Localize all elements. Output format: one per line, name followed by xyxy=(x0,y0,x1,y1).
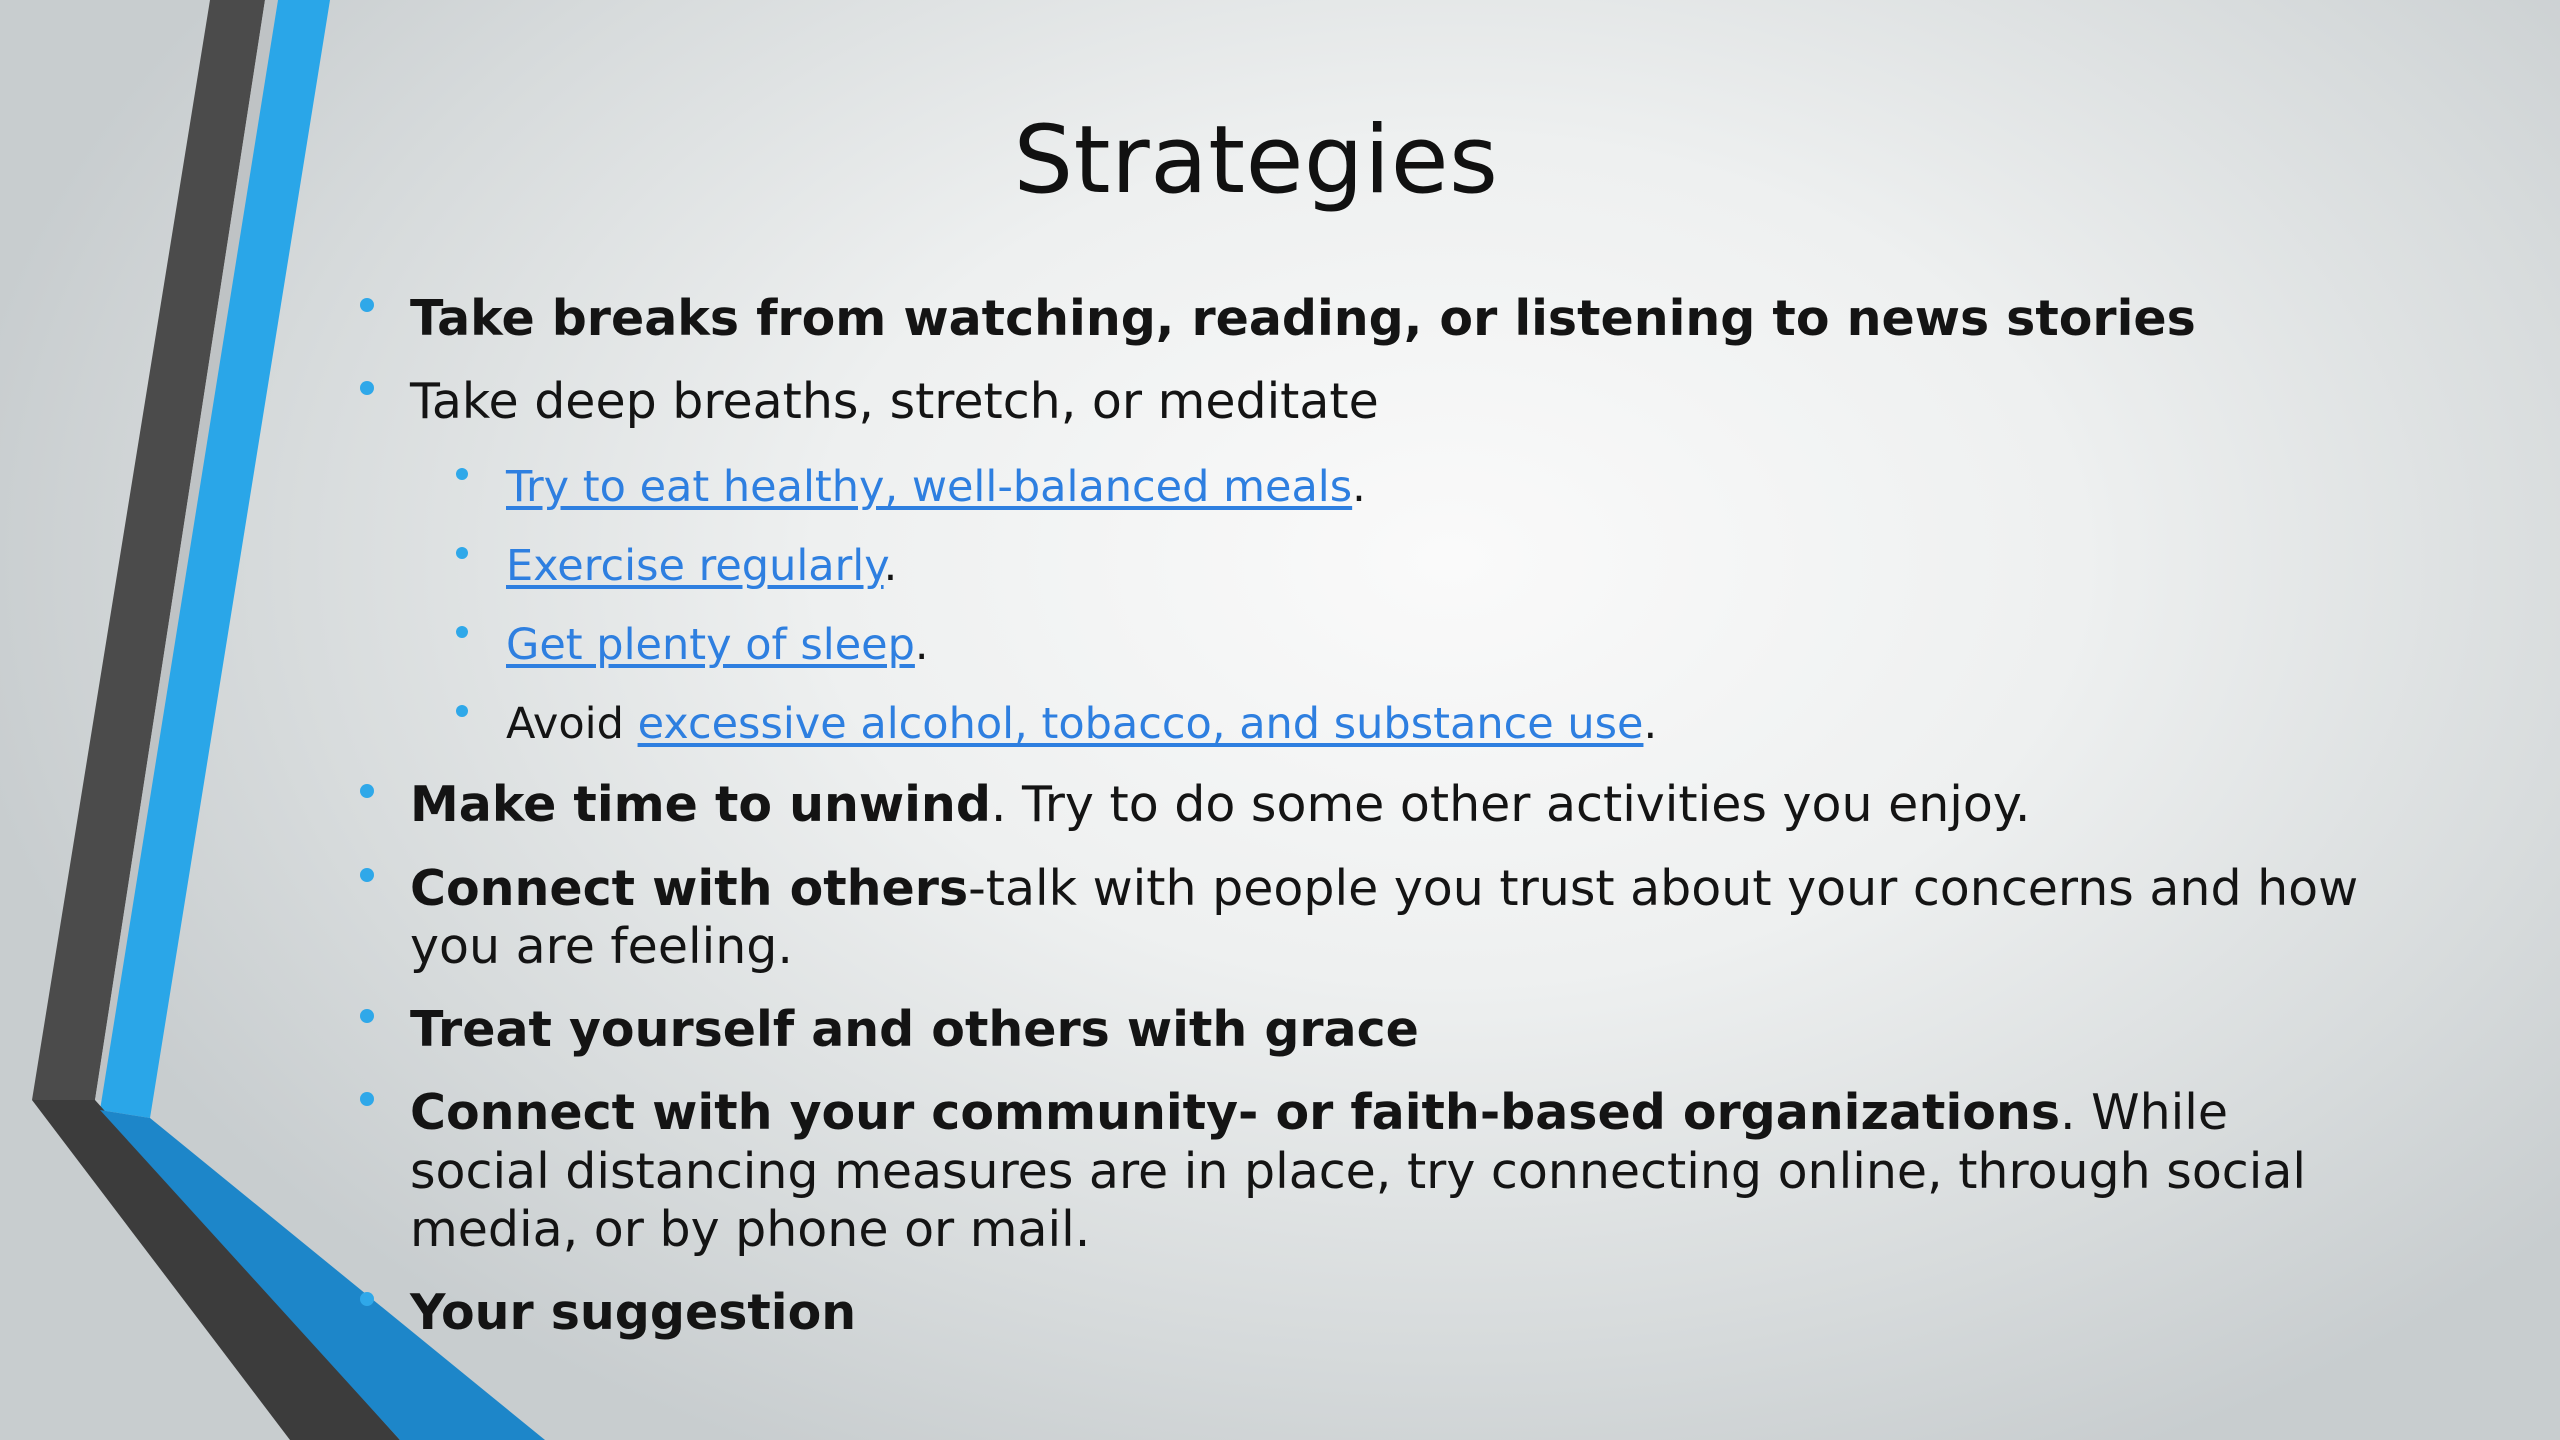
bullet-text: Take deep breaths, stretch, or meditate xyxy=(410,373,1379,431)
bullet-bold-text: Make time to unwind xyxy=(410,776,991,834)
sub-bullet-sleep xyxy=(456,620,2370,671)
bullet-dot xyxy=(456,547,468,559)
bullet-dot xyxy=(360,1092,374,1106)
punctuation: . xyxy=(1352,461,1366,512)
punctuation: . xyxy=(914,619,929,670)
bullet-bold-text: Your suggestion xyxy=(410,1284,857,1342)
link-eat-healthy[interactable]: Try to eat healthy, well-balanced meals xyxy=(506,461,1353,512)
bullet-take-breaks xyxy=(360,290,2370,348)
bullet-dot xyxy=(456,626,468,638)
bullet-bold-text: Connect with your community- or faith-based organizations xyxy=(410,1084,2060,1142)
bullet-dot xyxy=(456,468,468,480)
bullet-text: -talk with people you trust about your concerns and how you are feeling. xyxy=(410,859,2359,975)
bullet-dot xyxy=(456,705,468,717)
bullet-grace xyxy=(360,1001,2370,1059)
bullet-text: Avoid xyxy=(506,699,638,750)
bullet-connect-others xyxy=(360,860,2370,977)
bullet-dot xyxy=(360,784,374,798)
bullet-bold-text: Take breaks from watching, reading, or listening to news stories xyxy=(410,290,2196,347)
bullet-deep-breaths xyxy=(360,373,2370,431)
bullet-list xyxy=(360,290,2370,1368)
bullet-dot xyxy=(360,1292,374,1306)
punctuation: . xyxy=(1643,699,1658,750)
bullet-dot xyxy=(360,298,374,312)
dark-stripe-lower xyxy=(32,1100,400,1440)
punctuation: . xyxy=(883,540,898,591)
bullet-bold-text: Treat yourself and others with grace xyxy=(410,1001,1419,1059)
bullet-your-suggestion xyxy=(360,1284,2370,1342)
sub-bullet-avoid-substances xyxy=(456,699,2370,750)
sub-bullet-eat-healthy xyxy=(456,462,2370,513)
sub-bullet-exercise xyxy=(456,541,2370,592)
link-exercise[interactable]: Exercise regularly xyxy=(506,540,884,591)
link-sleep[interactable]: Get plenty of sleep xyxy=(506,619,915,670)
bullet-unwind xyxy=(360,776,2370,834)
bullet-community xyxy=(360,1084,2370,1259)
bullet-text: . While social distancing measures are in place, try connecting online, through social media, or by phone or mail. xyxy=(410,1084,2306,1258)
bullet-dot xyxy=(360,1009,374,1023)
bullet-dot xyxy=(360,381,374,395)
bullet-text: . Try to do some other activities you enjoy. xyxy=(990,776,2031,834)
bullet-bold-text: Connect with others xyxy=(410,859,969,917)
slide-title: Strategies xyxy=(1013,106,1499,215)
link-substance-use[interactable]: excessive alcohol, tobacco, and substance use xyxy=(637,699,1644,750)
bullet-dot xyxy=(360,868,374,882)
